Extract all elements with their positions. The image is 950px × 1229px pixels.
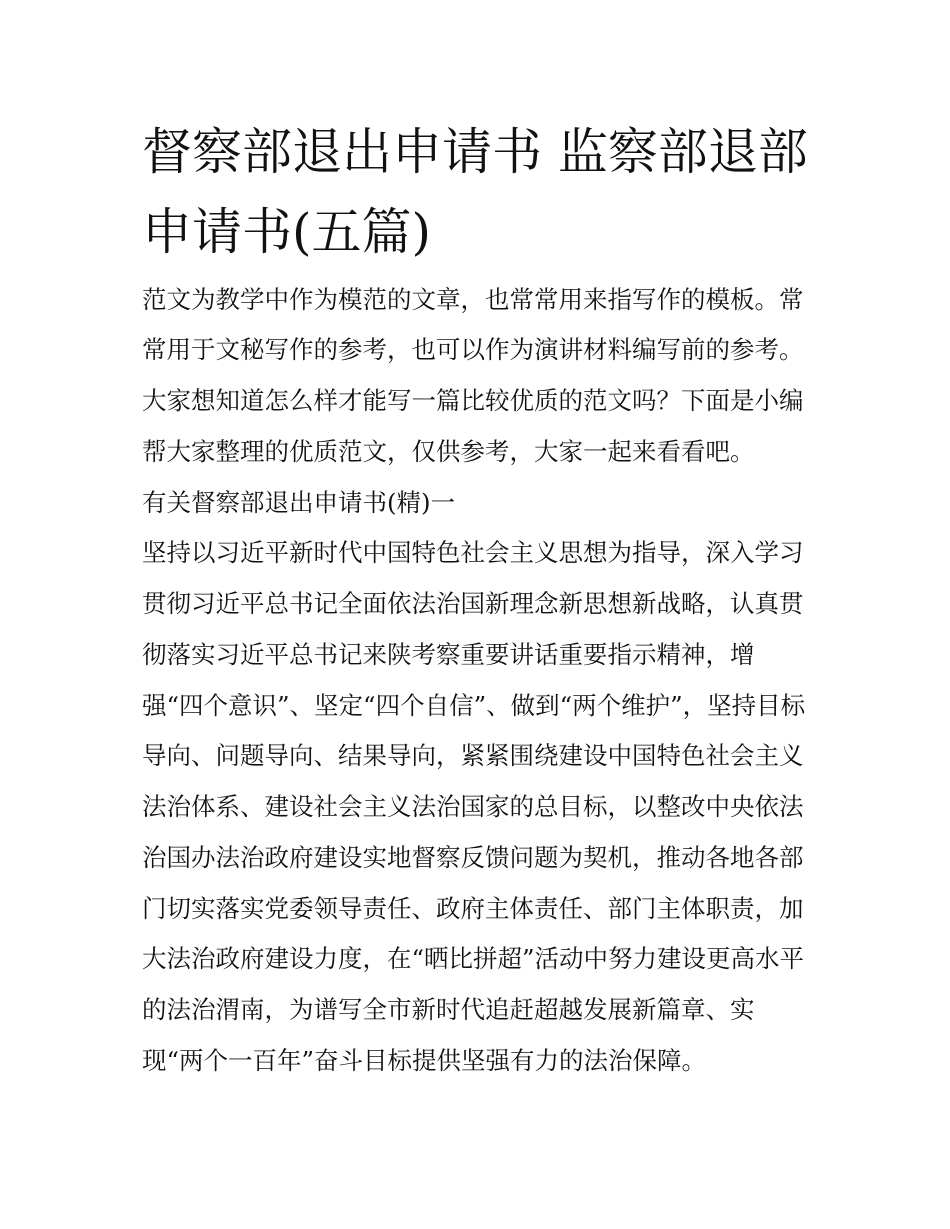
- body-line: 坚持以习近平新时代中国特色社会主义思想为指导，深入学习: [142, 538, 804, 567]
- body-line: 贯彻习近平总书记全面依法治国新理念新思想新战略，认真贯: [142, 589, 804, 618]
- intro-line: 范文为教学中作为模范的文章，也常常用来指写作的模板。常: [142, 285, 804, 314]
- intro-line: 帮大家整理的优质范文，仅供参考，大家一起来看看吧。: [142, 437, 755, 466]
- document-title: [142, 112, 822, 272]
- body-line: 导向、问题导向、结果导向，紧紧围绕建设中国特色社会主义: [142, 741, 804, 770]
- intro-line: 大家想知道怎么样才能写一篇比较优质的范文吗？下面是小编: [142, 386, 804, 415]
- body-line: 门切实落实党委领导责任、政府主体责任、部门主体职责，加: [142, 894, 804, 923]
- intro-line: 常用于文秘写作的参考，也可以作为演讲材料编写前的参考。: [142, 335, 804, 364]
- title-line: 督察部退出申请书 监察部退部: [142, 123, 808, 181]
- body-line: 现“两个一百年”奋斗目标提供坚强有力的法治保障。: [142, 1046, 707, 1075]
- body-line: 强“四个意识”、坚定“四个自信”、做到“两个维护”，坚持目标: [142, 691, 806, 720]
- body-line: 彻落实习近平总书记来陕考察重要讲话重要指示精神，增: [142, 640, 755, 669]
- title-line: 申请书(五篇): [142, 203, 432, 261]
- body-line: 大法治政府建设力度，在“晒比拼超”活动中努力建设更高水平: [142, 944, 805, 973]
- body-line: 治国办法治政府建设实地督察反馈问题为契机，推动各地各部: [142, 843, 804, 872]
- section-heading: 有关督察部退出申请书(精)一: [142, 488, 456, 517]
- body-line: 法治体系、建设社会主义法治国家的总目标，以整改中央依法: [142, 792, 804, 821]
- body-line: 的法治渭南，为谱写全市新时代追赶超越发展新篇章、实: [142, 995, 755, 1024]
